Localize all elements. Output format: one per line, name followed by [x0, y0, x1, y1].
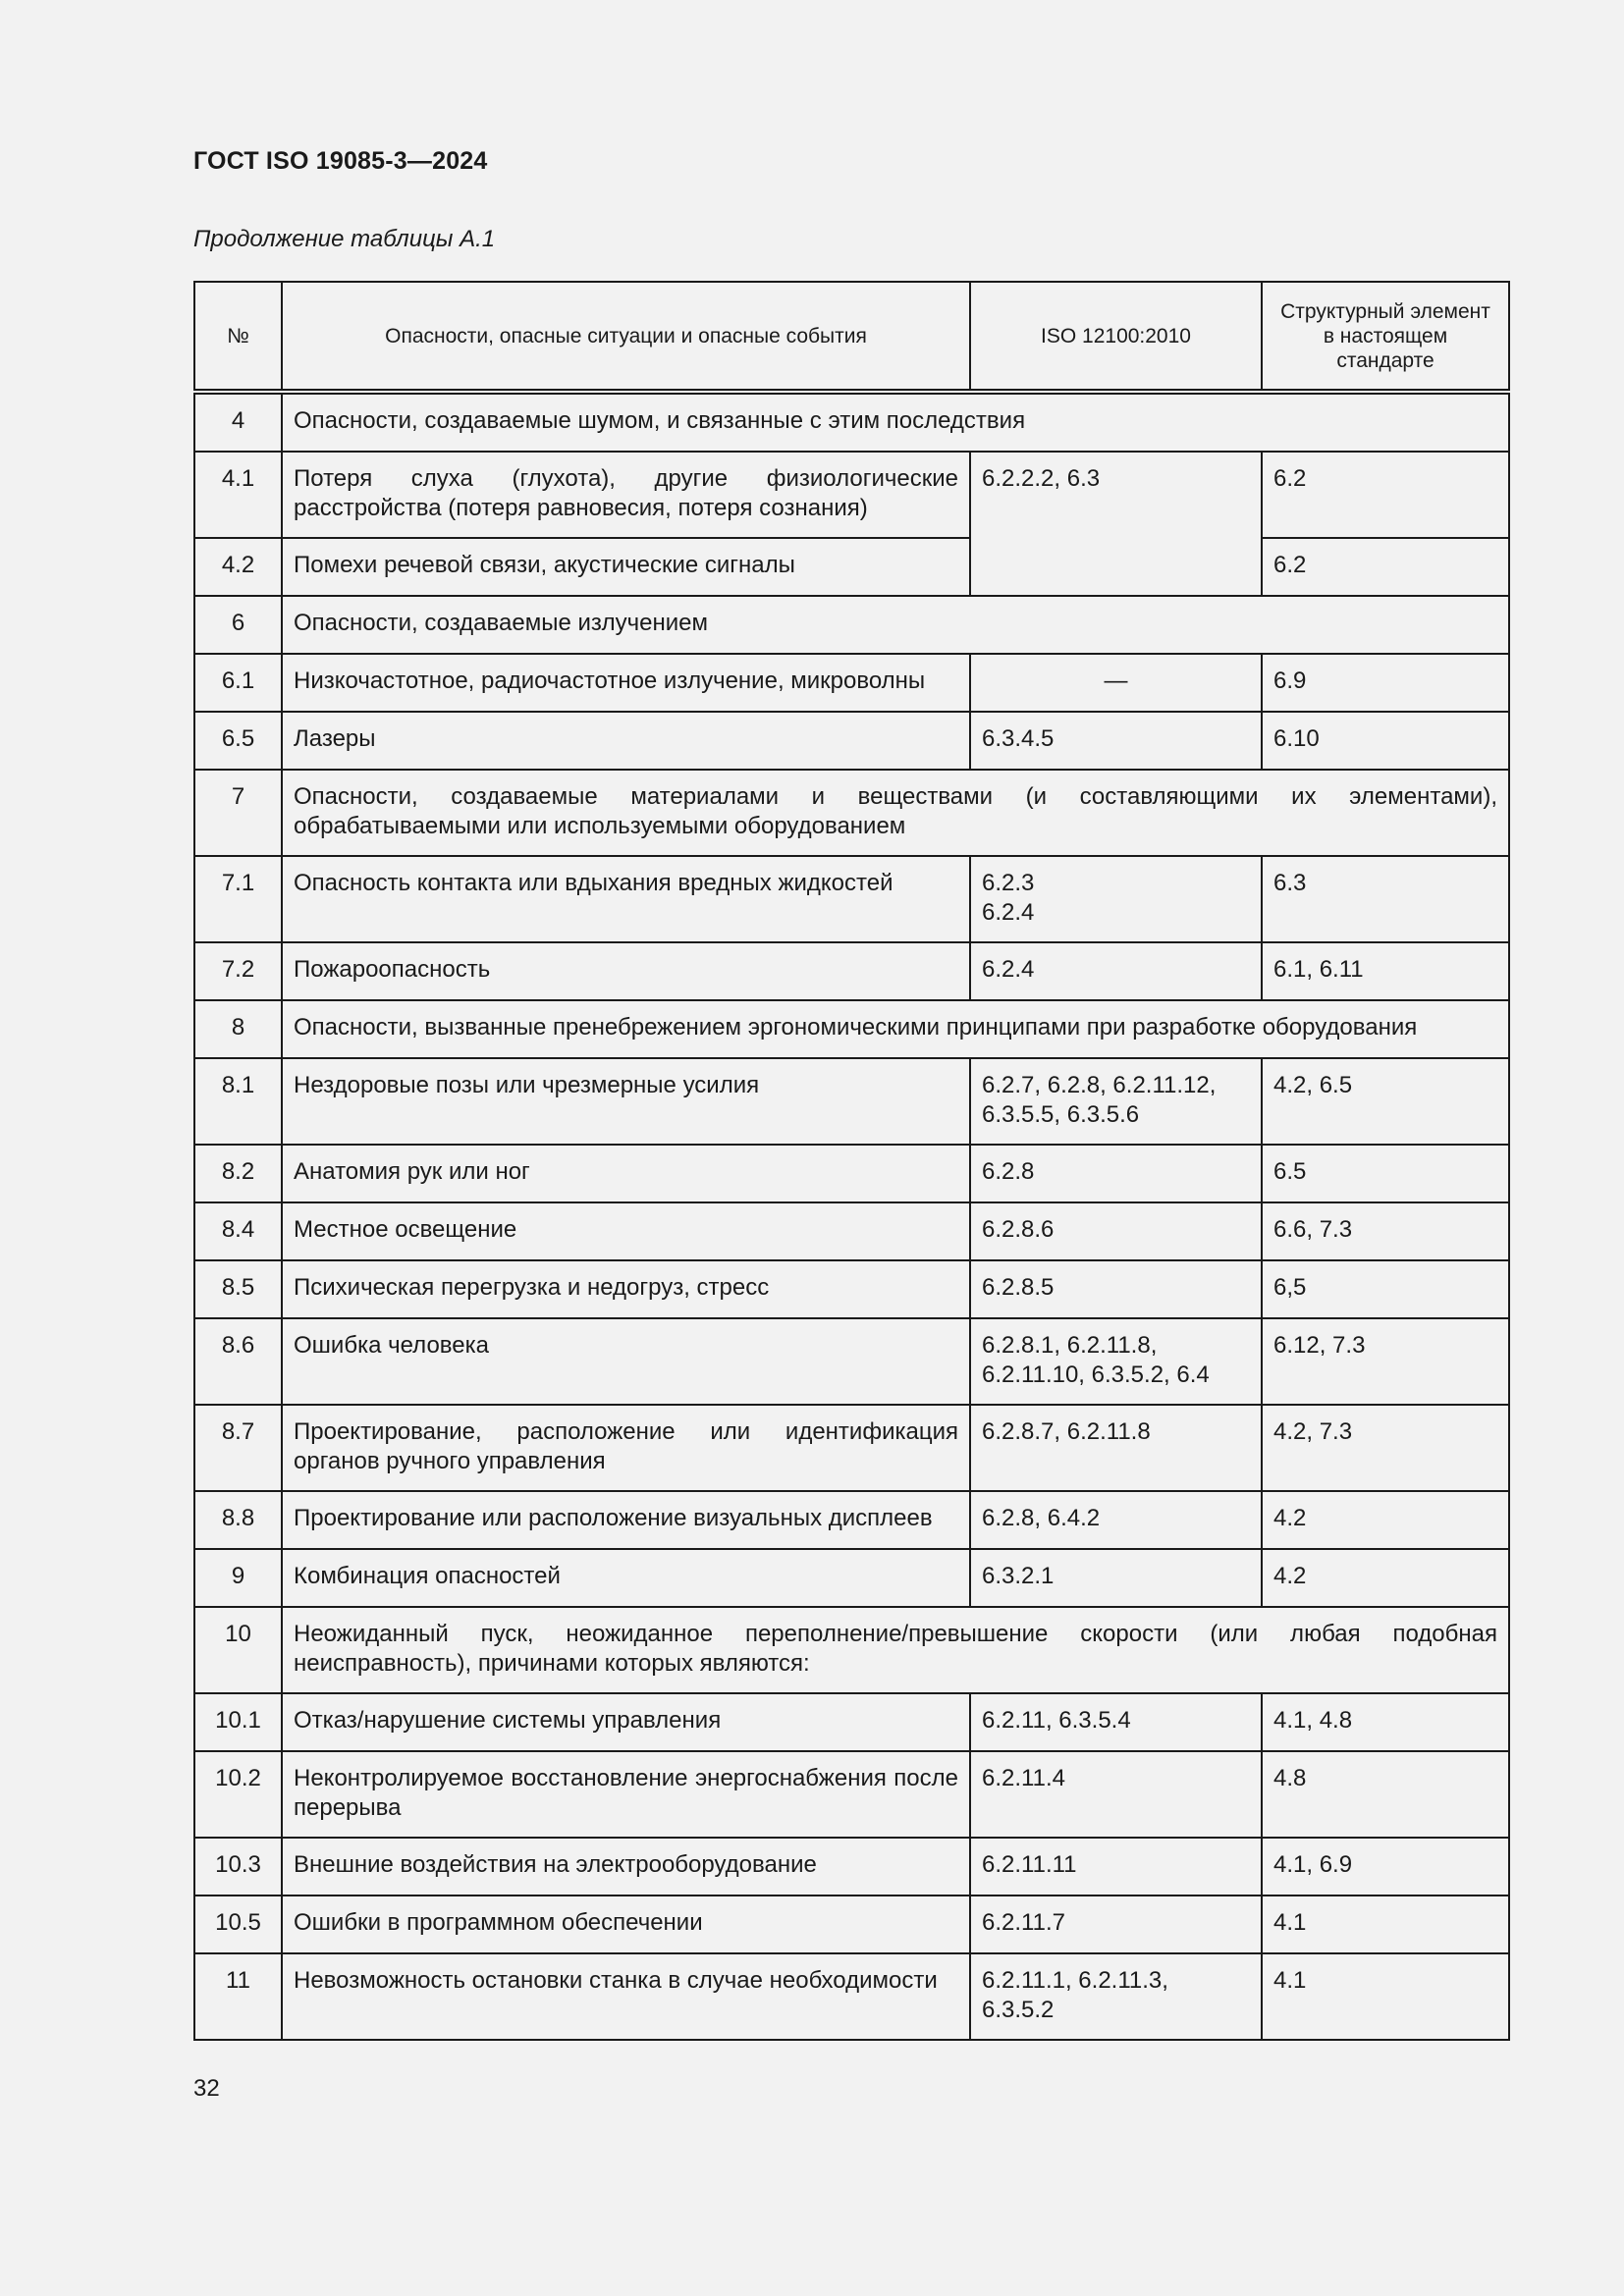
cell-structural-element: 4.2 [1262, 1549, 1509, 1607]
cell-iso-reference [970, 856, 1262, 942]
page-number: 32 [193, 2075, 220, 2102]
cell-iso-reference [970, 942, 1262, 1000]
table-row [194, 1896, 1509, 1953]
cell-structural-element: 6.3 [1262, 856, 1509, 942]
cell-hazard: Пожароопасность [282, 942, 970, 1000]
cell-hazard-group: Опасности, создаваемые излучением [282, 596, 1509, 654]
cell-number: 8.4 [194, 1202, 282, 1260]
cell-number: 6.1 [194, 654, 282, 712]
cell-structural-element: 6.6, 7.3 [1262, 1202, 1509, 1260]
table-row [194, 452, 1509, 538]
cell-hazard: Проектирование, расположение или идентификация органов ручного управления [282, 1405, 970, 1491]
cell-number: 8.2 [194, 1145, 282, 1202]
table-body [194, 392, 1509, 2040]
cell-number: 8.8 [194, 1491, 282, 1549]
iso-reference-line: 6.2.8.5 [982, 1274, 1055, 1301]
table-row [194, 942, 1509, 1000]
cell-structural-element: 4.2, 6.5 [1262, 1058, 1509, 1145]
cell-iso-reference [970, 1260, 1262, 1318]
cell-structural-element: 4.2 [1262, 1491, 1509, 1549]
table-row [194, 1058, 1509, 1145]
cell-structural-element: 6.10 [1262, 712, 1509, 770]
iso-reference-line: 6.2.11.7 [982, 1909, 1065, 1936]
table-row [194, 538, 1509, 596]
cell-hazard: Неконтролируемое восстановление энергоснабжения после перерыва [282, 1751, 970, 1838]
cell-iso-reference [970, 1953, 1262, 2040]
cell-structural-element: 6.2 [1262, 452, 1509, 538]
cell-number: 4.1 [194, 452, 282, 538]
iso-reference-line: 6.2.4 [982, 899, 1035, 926]
cell-number: 8.5 [194, 1260, 282, 1318]
iso-reference-line: — [1104, 667, 1128, 694]
cell-hazard: Опасность контакта или вдыхания вредных жидкостей [282, 856, 970, 942]
cell-hazard-group: Опасности, создаваемые шумом, и связанные с этим последствия [282, 392, 1509, 452]
iso-reference-line: 6.2.7, 6.2.8, 6.2.11.12, [982, 1072, 1217, 1098]
cell-number: 10.1 [194, 1693, 282, 1751]
cell-structural-element: 4.1, 4.8 [1262, 1693, 1509, 1751]
cell-hazard: Ошибки в программном обеспечении [282, 1896, 970, 1953]
cell-structural-element: 6,5 [1262, 1260, 1509, 1318]
cell-number: 7 [194, 770, 282, 856]
cell-hazard-group: Неожиданный пуск, неожиданное переполнение/превышение скорости (или любая подобная неисправность), причинами которых являются: [282, 1607, 1509, 1693]
cell-hazard: Психическая перегрузка и недогруз, стресс [282, 1260, 970, 1318]
iso-reference-line: 6.2.8.1, 6.2.11.8, [982, 1332, 1158, 1359]
iso-reference-line: 6.2.8 [982, 1158, 1035, 1185]
table-caption: Продолжение таблицы А.1 [193, 226, 496, 252]
cell-iso-reference [970, 1693, 1262, 1751]
iso-reference-line: 6.3.5.5, 6.3.5.6 [982, 1101, 1140, 1128]
cell-number: 4 [194, 392, 282, 452]
cell-number: 10.3 [194, 1838, 282, 1896]
iso-reference-line: 6.2.2.2, 6.3 [982, 465, 1101, 492]
iso-reference-line: 6.3.5.2 [982, 1997, 1055, 2023]
cell-structural-element: 6.2 [1262, 538, 1509, 596]
table-row [194, 712, 1509, 770]
cell-iso-reference [970, 452, 1262, 596]
table-header-row [194, 282, 1509, 392]
cell-number: 10.5 [194, 1896, 282, 1953]
column-header-iso: ISO 12100:2010 [970, 282, 1262, 392]
cell-hazard: Проектирование или расположение визуальных дисплеев [282, 1491, 970, 1549]
iso-reference-line: 6.2.11.10, 6.3.5.2, 6.4 [982, 1362, 1210, 1388]
cell-hazard: Местное освещение [282, 1202, 970, 1260]
cell-number: 10.2 [194, 1751, 282, 1838]
cell-structural-element: 4.1 [1262, 1896, 1509, 1953]
cell-structural-element: 4.1 [1262, 1953, 1509, 2040]
table-row [194, 1405, 1509, 1491]
cell-structural-element: 4.2, 7.3 [1262, 1405, 1509, 1491]
cell-iso-reference [970, 654, 1262, 712]
table-row [194, 1491, 1509, 1549]
cell-number: 8.6 [194, 1318, 282, 1405]
iso-reference-line: 6.2.8, 6.4.2 [982, 1505, 1101, 1531]
cell-hazard: Невозможность остановки станка в случае необходимости [282, 1953, 970, 2040]
cell-hazard-group: Опасности, вызванные пренебрежением эргономическими принципами при разработке оборудования [282, 1000, 1509, 1058]
cell-hazard: Лазеры [282, 712, 970, 770]
iso-reference-line: 6.2.11.11 [982, 1851, 1077, 1878]
cell-iso-reference [970, 1058, 1262, 1145]
cell-structural-element: 6.12, 7.3 [1262, 1318, 1509, 1405]
table-group-row [194, 1607, 1509, 1693]
cell-iso-reference [970, 712, 1262, 770]
cell-number: 8.1 [194, 1058, 282, 1145]
cell-iso-reference [970, 1838, 1262, 1896]
cell-iso-reference [970, 1549, 1262, 1607]
cell-hazard: Нездоровые позы или чрезмерные усилия [282, 1058, 970, 1145]
table-row [194, 1838, 1509, 1896]
column-header-number: № [194, 282, 282, 392]
cell-structural-element: 6.5 [1262, 1145, 1509, 1202]
cell-number: 9 [194, 1549, 282, 1607]
iso-reference-line: 6.2.11.1, 6.2.11.3, [982, 1967, 1168, 1994]
cell-hazard: Отказ/нарушение системы управления [282, 1693, 970, 1751]
table-row [194, 654, 1509, 712]
cell-iso-reference [970, 1145, 1262, 1202]
iso-reference-line: 6.2.4 [982, 956, 1035, 983]
table-row [194, 1145, 1509, 1202]
cell-hazard-group: Опасности, создаваемые материалами и веществами (и составляющими их элементами), обрабатываемыми или используемыми оборудованием [282, 770, 1509, 856]
table-group-row [194, 392, 1509, 452]
cell-iso-reference [970, 1751, 1262, 1838]
cell-hazard: Ошибка человека [282, 1318, 970, 1405]
cell-hazard: Потеря слуха (глухота), другие физиологические расстройства (потеря равновесия, потеря сознания) [282, 452, 970, 538]
hazards-table [193, 281, 1510, 2041]
cell-number: 7.2 [194, 942, 282, 1000]
cell-iso-reference [970, 1896, 1262, 1953]
cell-number: 8 [194, 1000, 282, 1058]
cell-structural-element: 6.9 [1262, 654, 1509, 712]
iso-reference-line: 6.2.11, 6.3.5.4 [982, 1707, 1131, 1734]
cell-number: 7.1 [194, 856, 282, 942]
cell-structural-element: 4.8 [1262, 1751, 1509, 1838]
cell-number: 10 [194, 1607, 282, 1693]
table-row [194, 1318, 1509, 1405]
cell-hazard: Анатомия рук или ног [282, 1145, 970, 1202]
cell-iso-reference [970, 1405, 1262, 1491]
cell-number: 8.7 [194, 1405, 282, 1491]
table-row [194, 856, 1509, 942]
table-row [194, 1202, 1509, 1260]
document-header: ГОСТ ISO 19085-3—2024 [193, 147, 488, 175]
cell-structural-element: 6.1, 6.11 [1262, 942, 1509, 1000]
column-header-structural-element: Структурный элемент в настоящем стандарте [1262, 282, 1509, 392]
iso-reference-line: 6.2.11.4 [982, 1765, 1065, 1791]
iso-reference-line: 6.2.3 [982, 870, 1035, 896]
table-row [194, 1260, 1509, 1318]
iso-reference-line: 6.2.8.6 [982, 1216, 1055, 1243]
cell-hazard: Внешние воздействия на электрооборудование [282, 1838, 970, 1896]
cell-iso-reference [970, 1491, 1262, 1549]
cell-number: 4.2 [194, 538, 282, 596]
cell-iso-reference [970, 1202, 1262, 1260]
table-row [194, 1693, 1509, 1751]
table-group-row [194, 770, 1509, 856]
table-group-row [194, 1000, 1509, 1058]
table-row [194, 1549, 1509, 1607]
cell-number: 6 [194, 596, 282, 654]
iso-reference-line: 6.3.4.5 [982, 725, 1055, 752]
cell-iso-reference [970, 1318, 1262, 1405]
table-row [194, 1751, 1509, 1838]
iso-reference-line: 6.3.2.1 [982, 1563, 1055, 1589]
cell-hazard: Низкочастотное, радиочастотное излучение, микроволны [282, 654, 970, 712]
table-row [194, 1953, 1509, 2040]
cell-structural-element: 4.1, 6.9 [1262, 1838, 1509, 1896]
iso-reference-line: 6.2.8.7, 6.2.11.8 [982, 1418, 1151, 1445]
cell-number: 11 [194, 1953, 282, 2040]
table-group-row [194, 596, 1509, 654]
cell-number: 6.5 [194, 712, 282, 770]
column-header-hazard: Опасности, опасные ситуации и опасные события [282, 282, 970, 392]
cell-hazard: Комбинация опасностей [282, 1549, 970, 1607]
cell-hazard: Помехи речевой связи, акустические сигналы [282, 538, 970, 596]
